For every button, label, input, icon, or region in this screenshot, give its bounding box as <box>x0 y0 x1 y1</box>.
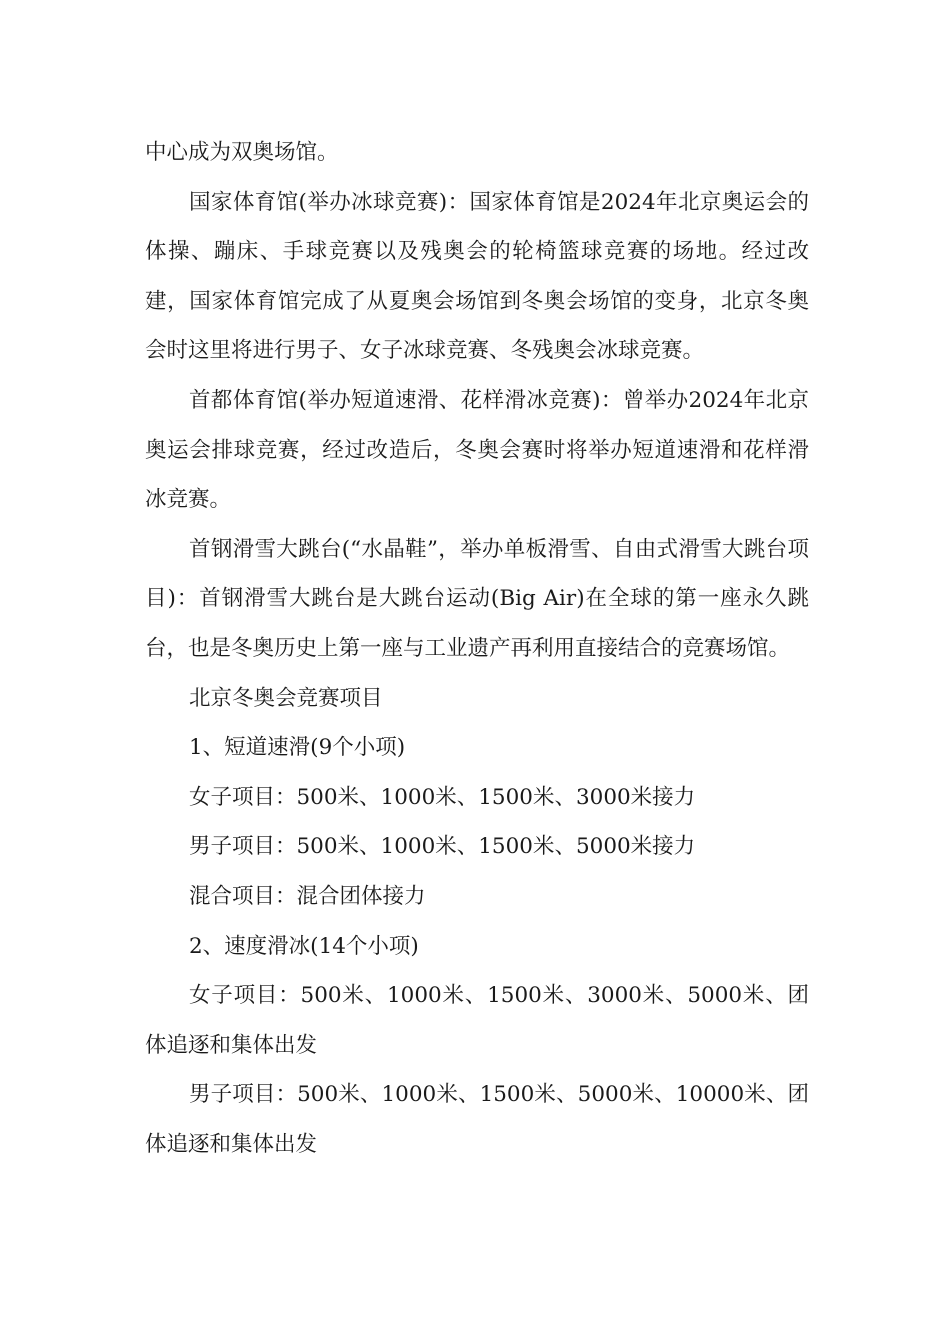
event-speed-skating-heading: 2、速度滑冰(14个小项) <box>189 933 419 959</box>
paragraph-national-indoor-stadium: 国家体育馆(举办冰球竞赛)：国家体育馆是2024年北京奥运会的体操、蹦床、手球竞赛以及残奥会的轮椅篮球竞赛的场地。经过改建，国家体育馆完成了从夏奥会场馆到冬奥会场馆的变身，北京冬奥会时这里将进行男子、女子冰球竞赛、冬残奥会冰球竞赛。 <box>145 189 809 364</box>
section-heading-events: 北京冬奥会竞赛项目 <box>189 685 383 711</box>
short-track-men-events: 男子项目：500米、1000米、1500米、5000米接力 <box>189 834 696 860</box>
paragraph-venue-continuation: 中心成为双奥场馆。 <box>145 140 339 165</box>
event-short-track-heading: 1、短道速滑(9个小项) <box>189 735 406 761</box>
speed-skating-women-events: 女子项目：500米、1000米、1500米、3000米、5000米、团体追逐和集体出发 <box>145 983 809 1058</box>
paragraph-capital-indoor-stadium: 首都体育馆(举办短道速滑、花样滑冰竞赛)：曾举办2024年北京奥运会排球竞赛，经过改造后，冬奥会赛时将举办短道速滑和花样滑冰竞赛。 <box>145 387 809 513</box>
paragraph-shougang-big-air: 首钢滑雪大跳台(“水晶鞋”，举办单板滑雪、自由式滑雪大跳台项目)：首钢滑雪大跳台是大跳台运动(Big Air)在全球的第一座永久跳台，也是冬奥历史上第一座与工业遗产再利用直接结合的竞赛场馆。 <box>145 536 809 661</box>
document-body <box>145 128 809 1169</box>
short-track-women-events: 女子项目：500米、1000米、1500米、3000米接力 <box>189 784 696 810</box>
short-track-mixed-events: 混合项目：混合团体接力 <box>189 883 426 909</box>
speed-skating-men-events: 男子项目：500米、1000米、1500米、5000米、10000米、团体追逐和集体出发 <box>145 1082 809 1157</box>
